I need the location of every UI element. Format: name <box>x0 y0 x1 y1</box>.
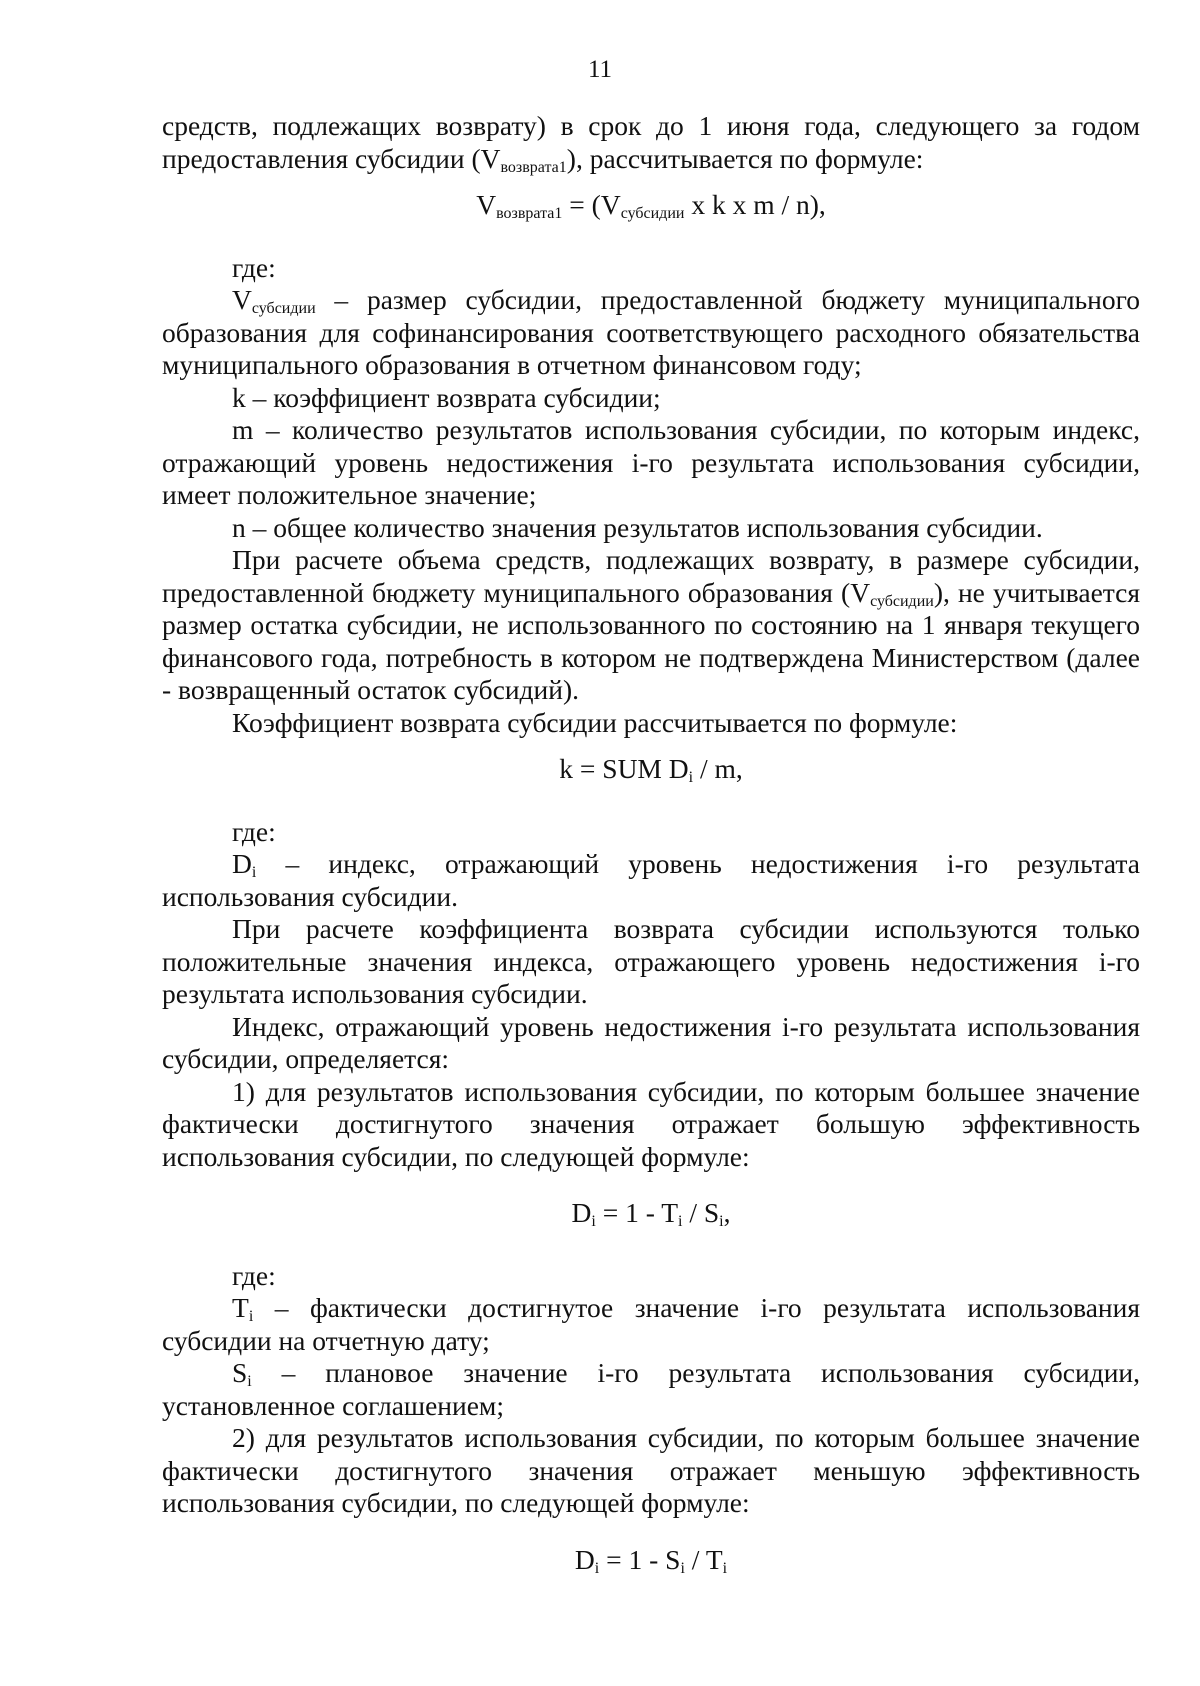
paragraph-intro: средств, подлежащих возврату) в срок до 1 июня года, следующего за годом предоставления субсидии $(V_{возврата1})$, рассчитывается по формуле: <box>162 110 1140 176</box>
definition-s: $S_i$ – плановое значение i-го результата использования субсидии, установленное соглашением; <box>162 1357 1140 1421</box>
where-label: где: <box>232 815 276 847</box>
definition-t: $T_i$ – фактически достигнутое значение i-го результата использования субсидии на отчетную дату; <box>162 1292 1140 1356</box>
formula-v-return: $V_{возврата1} = (V_{субсидии}$ x k x m / n), <box>476 189 826 222</box>
paragraph-calculation: При расчете объема средств, подлежащих возврату, в размере субсидии, предоставленной бюджету муниципального образования $(V_{субсидии})$, не учитывается размер остатка субсидии, не использованного по состоянию на 1 января текущего финансового года, потребность в котором не подтверждена Министерством (далее - возвращенный остаток субсидий). <box>162 544 1140 705</box>
definition-d: $D_i$ – индекс, отражающий уровень недостижения i-го результата использования субсидии. <box>162 848 1140 912</box>
paragraph-k-formula-intro: Коэффициент возврата субсидии рассчитывается по формуле: <box>232 706 958 738</box>
list-item-2: 2) для результатов использования субсидии, по которым большее значение фактически достигнутого значения отражает меньшую эффективность использования субсидии, по следующей формуле: <box>162 1422 1140 1518</box>
paragraph-only-positive: При расчете коэффициента возврата субсидии используются только положительные значения индекса, отражающего уровень недостижения i-го результата использования субсидии. <box>162 913 1140 1009</box>
formula-d-1: $D_i = 1 - T_i / S_i$, <box>571 1197 731 1230</box>
definition-m: m – количество результатов использования субсидии, по которым индекс, отражающий уровень недостижения i-го результата использования субсидии, имеет положительное значение; <box>162 414 1140 510</box>
definition-k: k – коэффициент возврата субсидии; <box>232 381 661 413</box>
definition-v-subsidy: $V_{субсидии}$ – размер субсидии, предоставленной бюджету муниципального образования для софинансирования соответствующего расходного обязательства муниципального образования в отчетном финансовом году; <box>162 284 1140 380</box>
formula-k: k = SUM $D_i$ / m, <box>559 753 743 786</box>
where-label: где: <box>232 1259 276 1291</box>
list-item-1: 1) для результатов использования субсидии, по которым большее значение фактически достигнутого значения отражает большую эффективность использования субсидии, по следующей формуле: <box>162 1075 1140 1172</box>
formula-d-2: $D_i = 1 - S_i / T_i$ <box>574 1543 728 1577</box>
page-number: 11 <box>587 56 613 83</box>
where-label: где: <box>232 251 276 283</box>
definition-n: n – общее количество значения результатов использования субсидии. <box>232 511 1043 543</box>
document-body <box>162 110 1140 1576</box>
paragraph-index: Индекс, отражающий уровень недостижения i-го результата использования субсидии, определяется: <box>162 1010 1140 1074</box>
